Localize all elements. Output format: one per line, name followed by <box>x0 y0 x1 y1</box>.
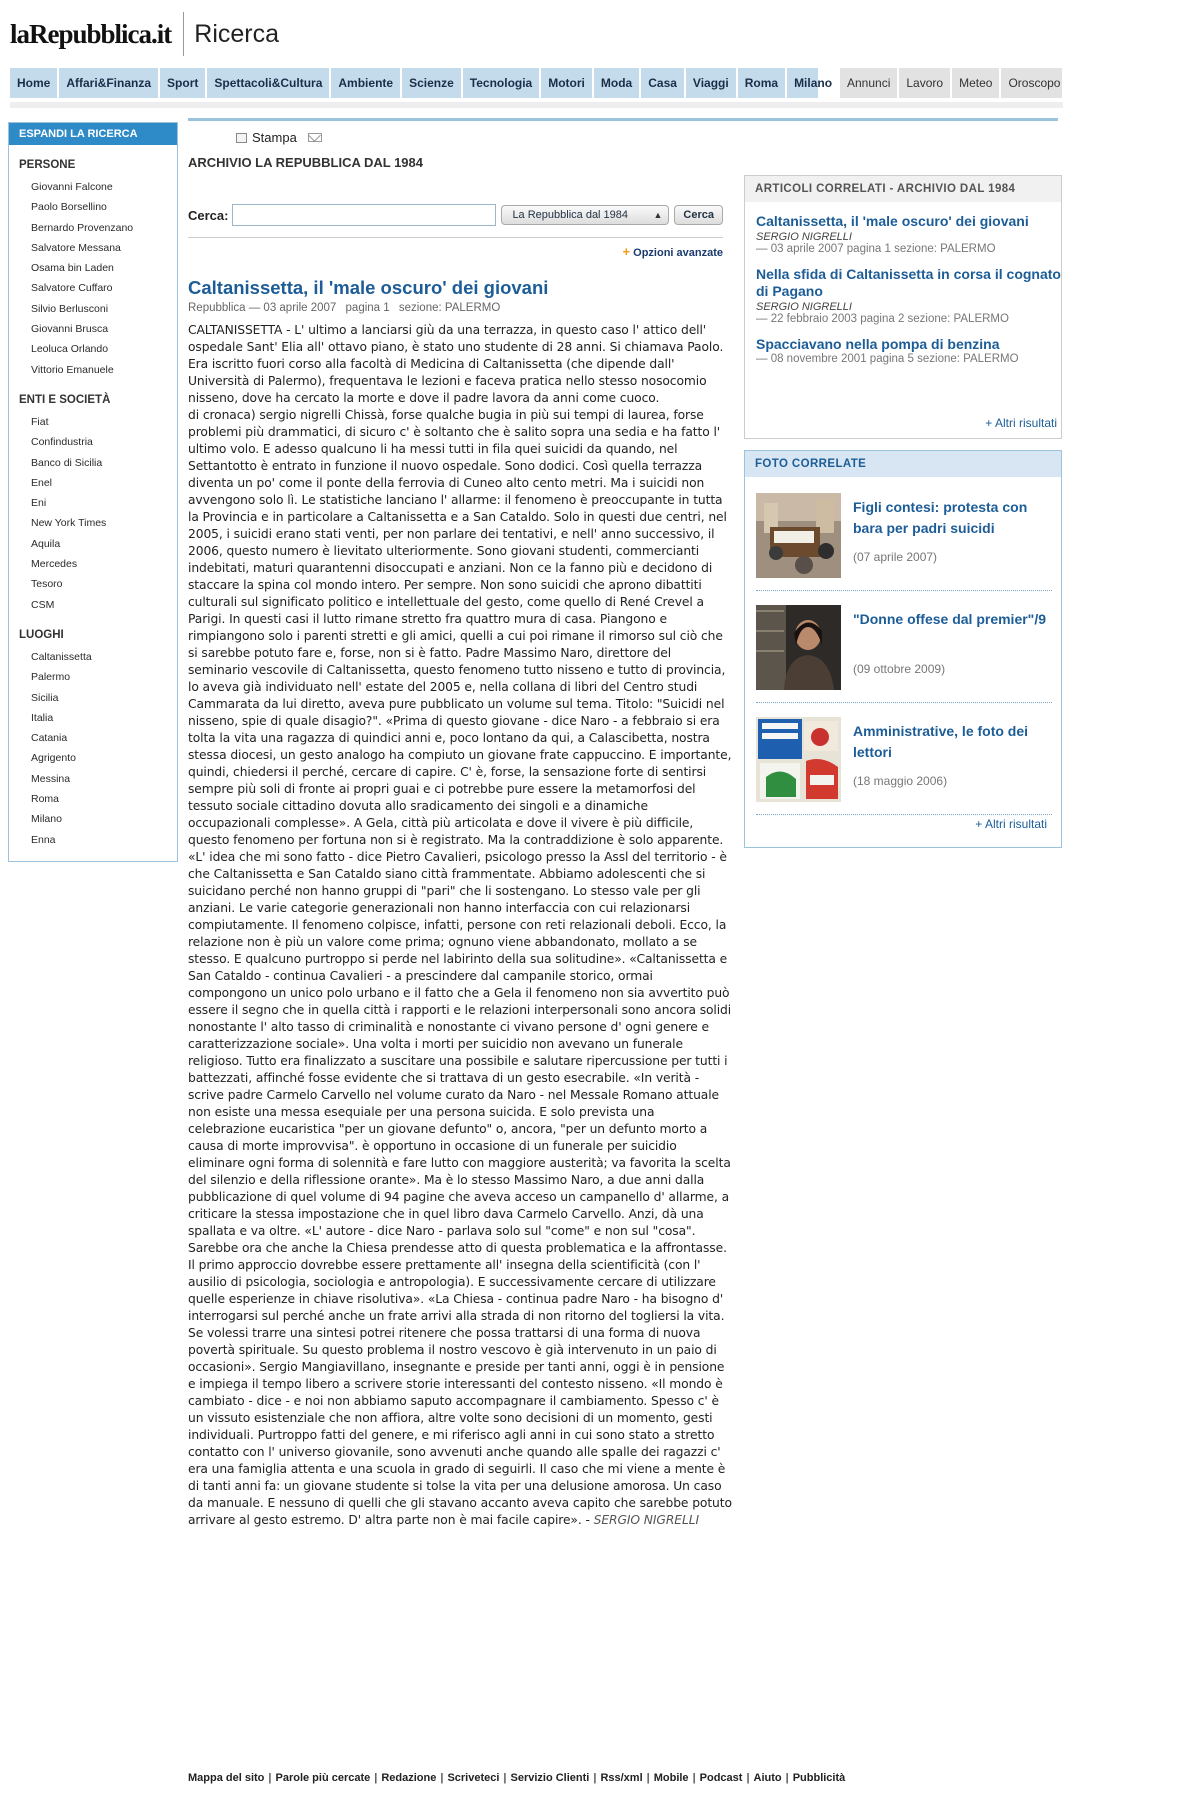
photo-item[interactable] <box>756 593 1052 703</box>
related-article <box>756 266 1061 325</box>
photo-title[interactable]: "Donne offese dal premier"/9 <box>853 611 1046 627</box>
sidebar-link[interactable]: Milano <box>31 813 62 826</box>
footer-link[interactable]: Podcast <box>699 1772 743 1784</box>
related-article-author: SERGIO NIGRELLI <box>756 231 852 243</box>
sidebar-link[interactable]: Aquila <box>31 537 61 550</box>
sidebar-link[interactable]: Sicilia <box>31 691 59 704</box>
sidebar-category: ENTI E SOCIETÀ <box>19 393 111 406</box>
article-source: Repubblica — 03 aprile 2007 <box>188 302 337 314</box>
sidebar-link[interactable]: Salvatore Messana <box>31 241 121 254</box>
related-article-meta: — 03 aprile 2007 pagina 1 sezione: PALERMO <box>756 243 996 255</box>
expand-search-sidebar <box>8 122 178 862</box>
print-label: Stampa <box>252 130 297 145</box>
sidebar-link[interactable]: Fiat <box>31 415 49 428</box>
footer-link[interactable]: Scriveteci <box>447 1772 500 1784</box>
footer-separator: | <box>440 1772 444 1784</box>
photo-thumbnail-posters[interactable] <box>756 717 841 802</box>
photo-title[interactable]: Figli contesi: protesta con bara per padri suicidi <box>853 499 1028 536</box>
nav-underline <box>10 102 1063 108</box>
nav-item-moda[interactable]: Moda <box>594 68 641 98</box>
sidebar-link[interactable]: Paolo Borsellino <box>31 201 107 214</box>
sidebar-link[interactable]: Giovanni Falcone <box>31 181 113 193</box>
article-text: CALTANISSETTA - L' ultimo a lanciarsi giù da una terrazza, in questo caso l' attico dell' ospedale Sant' Elia all' ottavo piano, è stato uno studente di 28 anni. Si chiamava Paolo. Era iscritto fuori corso alla facoltà di Medicina di Caltanissetta (che dipende dall' Università di Palermo), frequentava le lezioni e faceva pratica nello stesso nosocomio nisseno, dove ha cercato la morte e dove il padre lavora da anni come cuoco. di cronaca) sergio nigrelli Chissà, forse qualche bugia in più sui tempi di laurea, forse problemi più drammatici, di sicuro c' è soltanto che è salito sopra una sedia e ha fatto l' ultimo volo. E adesso qualcuno li ha messi tutti in fila quei suicidi da quando, nel Settantotto è entrato in funzione il nuovo ospedale. Sono dodici. Così quella terrazza diventa un po' come il ponte della ferrovia di Cuneo alto cento metri. Ma i suicidi non avvengono solo lì. Le statistiche lanciano l' allarme: il fenomeno è preoccupante in tutta la Provincia e in particolare a Caltanissetta e a San Cataldo. Solo in questi due centri, nel 2005, i suicidi erano stati venti, per non parlare dei tentativi, e nell' anno successivo, il 2006, questo numero è lievitato ulteriormente. Sono giovani studenti, commercianti indebitati, maturi quarantenni disoccupati e anziani. Non ce la fanno più e decidono di staccare la spina col mondo intero. Per sempre. Non sono suicidi che aprono dibattiti culturali sul significato politico e intellettuale del gesto, come quello di René Crevel a Parigi. In questi casi il lutto rimane stretto fra quattro mura di casa. Piangono e rimpiangono solo i parenti stretti e gli amici, quelli a cui poi rimane il rimorso sul ciò che si sarebbe potuto fare e, forse, non si è fatto. Padre Massimo Naro, direttore del seminario vescovile di Caltanissetta, questo fenomeno tutto nisseno e tutto di provincia, lo aveva già individuato nell' estate del 2005 e, nella collana di libri del Centro studi Cammarata da lui diretto, aveva pure pubblicato un volume sul tema. Titolo: "Suicidi nel nisseno, spie di quale disagio?". «Prima di questo giovane - dice Naro - a febbraio si era tolta la vita una ragazza di quindici anni e, poco lontano da qui, a Calascibetta, nostra stessa diocesi, un gesto analogo ha compiuto un giovane frate cappuccino. E importante, quindi, chiedersi il perché, cercare di capire. C' è, forse, la sensazione forte di sentirsi sempre più soli di fronte ai propri guai e ci potrebbe pure essere la metamorfosi del tessuto sociale cittadino dovuta allo sradicamento dei singoli e a dinamiche occupazionali complesse». A Gela, città più articolata e dove il vivere è più difficile, questo fenomeno per fortuna non si è registrato. Ma la contraddizione è solo apparente. «L' idea che mi sono fatto - dice Pietro Cavalieri, psicologo presso la Assl del territorio - è che Caltanissetta e San Cataldo siano città frammentate. Abbiamo adolescenti che si suicidano perché non hanno gruppi di "pari" che li sostengano. Lo stesso vale per gli anziani. Le varie categorie generazionali non hanno interfaccia con cui relazionarsi compiutamente. Il fenomeno colpisce, infatti, persone con reti relazionali deboli. Ecco, la relazione non è più un valore come prima; ognuno viene abbandonato, mollato a se stesso. E qualcuno purtroppo si perde nel labirinto della sua solitudine». «Caltanissetta e San Cataldo - continua Cavalieri - a prescindere dal campanile storico, ormai compongono un unico polo urbano e il fatto che a Gela il fenomeno non sia avvertito può essere il segno che in quella città i rapporti e le relazioni interpersonali sono ancora solidi nonostante l' alto tasso di criminalità e nonostante ci vivano persone d' ogni genere e caratterizzazione sociale». Una volta i morti per suicidio non avevano un funerale religioso. Tutto era finalizzato a suscitare una possibile e salutare ripercussione per tutti i battezzati, affinché fosse evidente che si trattava di un gesto esecrabile. «In verità - scrive padre Carmelo Carvello nel volume curato da Naro - nel Messale Romano attuale non esiste una messa esequiale per una persona suicida. E solo prevista una celebrazione eucaristica "per un giovane defunto" o, ancora, "per un defunto morto a causa di morte improvvisa". è opportuno in occasione di un funerale per suicidio eliminare ogni forma di solennità e fare lutto con maggiore austerità; va favorita la scelta del silenzio e della riflessione orante». Ma è lo stesso Massimo Naro, a due anni dalla pubblicazione di quel volume di 94 pagine che aveva acceso un campanello d' allarme, a criticare la stessa impostazione che in quel libro dava Carmelo Carvello. Anzi, dà una spallata e va oltre. «L' autore - dice Naro - parlava solo sul "come" e non sul "cosa". Sarebbe ora che anche la Chiesa prendesse atto di questa problematica e la affrontasse. Il primo approccio dovrebbe essere prettamente all' insegna della scientificità (con l' ausilio di psicologia, sociologia e antropologia). E successivamente cercare di utilizzare quelle esperienze in chiave risolutiva». «La Chiesa - continua padre Naro - ha bisogno d' interrogarsi sul perché anche un frate arrivi alla strada di non ritorno del togliersi la vita. Se volessi trarre una sintesi potrei ritenere che possa trattarsi di una forma di nuova povertà spirituale. Su questo problema il nostro vescovo è già intervenuto in un paio di occasioni». Sergio Mangiavillano, insegnante e preside per tanti anni, oggi è in pensione e impiega il tempo libero a scrivere storie interessanti del contesto nisseno. «Il mondo è cambiato - dice - e noi non abbiamo saputo accompagnare il cambiamento. Spesso c' è un vissuto esistenziale che non affiora, altre volte sono decisioni di un momento, gesti individuali. Purtroppo fatti del genere, e mi riferisco agli anni in cui sono stato a stretto contatto con l' universo giovanile, sono avvenuti anche quando alle spalle dei ragazzi c' era una famiglia attenta e una scuola in grado di seguirli. Il caso che mi viene a mente è di tanti anni fa: un giovane studente si tolse la vita per una delusione amorosa. Un caso da manuale. E nessuno di quelli che gli stavano accanto aveva capito che sarebbe potuto arrivare al gesto estremo. D' altra parte non è mai facile capire». - <box>188 323 732 1527</box>
archive-scope-select[interactable] <box>501 205 669 225</box>
sidebar-link[interactable]: Eni <box>31 497 47 510</box>
article-title[interactable]: Caltanissetta, il 'male oscuro' dei giovani <box>188 277 549 298</box>
archive-title: ARCHIVIO LA REPUBBLICA DAL 1984 <box>188 155 423 170</box>
sidebar-link[interactable]: Caltanissetta <box>31 650 92 663</box>
nav-item-milano[interactable]: Milano <box>787 68 841 98</box>
sidebar-link[interactable]: Mercedes <box>31 558 78 571</box>
search-button[interactable]: Cerca <box>674 205 723 225</box>
photo-date: (07 aprile 2007) <box>853 550 938 564</box>
sidebar-link[interactable]: Agrigento <box>31 752 76 765</box>
footer-separator: | <box>746 1772 750 1784</box>
photo-thumbnail-protest[interactable] <box>756 493 841 578</box>
sidebar-link[interactable]: Enel <box>31 476 53 489</box>
sidebar-link[interactable]: Italia <box>31 711 54 724</box>
print-button[interactable] <box>236 130 322 145</box>
nav-item-sport[interactable]: Sport <box>160 68 207 98</box>
footer-link[interactable]: Pubblicità <box>792 1772 846 1784</box>
sidebar-link[interactable]: Bernardo Provenzano <box>31 221 134 234</box>
email-icon[interactable] <box>308 133 322 142</box>
related-article <box>756 213 1061 255</box>
related-more-link[interactable]: + Altri risultati <box>985 416 1057 430</box>
search-input[interactable] <box>232 204 496 226</box>
footer-links <box>188 1772 845 1784</box>
sidebar-title: ESPANDI LA RICERCA <box>9 123 177 145</box>
sidebar-link[interactable]: Confindustria <box>31 436 93 449</box>
article-page: pagina 1 <box>345 302 390 314</box>
article-body <box>188 322 733 1529</box>
article-meta <box>188 302 733 314</box>
primary-nav <box>10 68 833 98</box>
sidebar-link[interactable]: Silvio Berlusconi <box>31 302 109 315</box>
nav-item-scienze[interactable]: Scienze <box>402 68 463 98</box>
plus-icon: + <box>622 244 631 259</box>
sidebar-category: LUOGHI <box>19 628 64 641</box>
nav-item-casa[interactable]: Casa <box>641 68 686 98</box>
photo-thumbnail-woman[interactable] <box>756 605 841 690</box>
search-label: Cerca: <box>188 207 229 223</box>
sidebar-link[interactable]: Vittorio Emanuele <box>31 363 114 376</box>
photo-date: (09 ottobre 2009) <box>853 662 946 676</box>
logo-divider <box>183 12 184 56</box>
photo-item[interactable] <box>756 705 1052 815</box>
nav-item-motori[interactable]: Motori <box>541 68 594 98</box>
related-article-author: SERGIO NIGRELLI <box>756 301 852 313</box>
footer-separator: | <box>646 1772 650 1784</box>
sidebar-link[interactable]: Osama bin Laden <box>31 262 114 275</box>
sidebar-link[interactable]: Messina <box>31 772 71 785</box>
related-articles-box <box>744 175 1062 439</box>
top-divider <box>188 118 1058 121</box>
secondary-nav <box>840 68 1062 98</box>
nav-item-ambiente[interactable]: Ambiente <box>331 68 402 98</box>
article-section: sezione: PALERMO <box>398 302 501 314</box>
photo-item[interactable] <box>756 481 1052 591</box>
archive-scope-value: La Repubblica dal 1984 <box>512 209 629 221</box>
related-article-title[interactable]: Caltanissetta, il 'male oscuro' dei giovani <box>756 213 1029 229</box>
nav-item-home[interactable]: Home <box>10 68 59 98</box>
related-photos-box <box>744 450 1062 848</box>
sidebar-link[interactable]: Salvatore Cuffaro <box>31 282 113 295</box>
footer-separator: | <box>692 1772 696 1784</box>
photo-date: (18 maggio 2006) <box>853 774 948 788</box>
main-navigation <box>10 68 1063 100</box>
footer-separator: | <box>593 1772 597 1784</box>
nav-item-viaggi[interactable]: Viaggi <box>686 68 738 98</box>
sidebar-groups <box>9 159 177 850</box>
nav-item-spettacoli-cultura[interactable]: Spettacoli&Cultura <box>207 68 331 98</box>
related-articles-title: ARTICOLI CORRELATI - ARCHIVIO DAL 1984 <box>745 176 1061 202</box>
sidebar-link[interactable]: Catania <box>31 732 68 745</box>
print-icon <box>236 133 247 143</box>
footer-link[interactable]: Aiuto <box>753 1772 782 1784</box>
sidebar-link[interactable]: Banco di Sicilia <box>31 456 103 469</box>
related-article <box>756 336 1061 365</box>
nav-item-annunci[interactable]: Annunci <box>840 68 899 98</box>
related-article-meta: — 08 novembre 2001 pagina 5 sezione: PALERMO <box>756 353 1019 365</box>
sidebar-link[interactable]: CSM <box>31 598 55 611</box>
related-photos-title: FOTO CORRELATE <box>745 451 1061 477</box>
related-articles-list <box>745 213 1061 365</box>
search-bar <box>188 202 723 228</box>
sidebar-link[interactable]: Enna <box>31 833 56 846</box>
footer-link[interactable]: Mappa del sito <box>188 1772 265 1784</box>
footer-separator: | <box>785 1772 789 1784</box>
photos-more-link[interactable]: + Altri risultati <box>975 817 1047 831</box>
nav-item-affari-finanza[interactable]: Affari&Finanza <box>59 68 160 98</box>
nav-item-roma[interactable]: Roma <box>738 68 787 98</box>
photo-title[interactable]: Amministrative, le foto dei lettori <box>853 723 1029 760</box>
nav-item-oroscopo[interactable]: Oroscopo <box>1001 68 1069 98</box>
related-article-meta: — 22 febbraio 2003 pagina 2 sezione: PALERMO <box>756 313 1009 325</box>
footer-separator: | <box>268 1772 272 1784</box>
nav-item-tecnologia[interactable]: Tecnologia <box>463 68 541 98</box>
search-divider <box>188 237 723 238</box>
footer-link[interactable]: Redazione <box>381 1772 437 1784</box>
footer-separator: | <box>374 1772 378 1784</box>
related-article-title[interactable]: Nella sfida di Caltanissetta in corsa il cognato di Pagano <box>756 266 1061 299</box>
article-author: SERGIO NIGRELLI <box>593 1513 699 1527</box>
sidebar-link[interactable]: Tesoro <box>31 578 63 591</box>
chevron-updown-icon: ▲ <box>653 210 663 220</box>
sidebar-link[interactable]: Leoluca Orlando <box>31 343 109 356</box>
sidebar-link[interactable]: Giovanni Brusca <box>31 323 109 336</box>
advanced-options-label: Opzioni avanzate <box>633 247 723 259</box>
nav-item-lavoro[interactable]: Lavoro <box>899 68 952 98</box>
article <box>188 276 733 1529</box>
footer-separator: | <box>503 1772 507 1784</box>
sidebar-category: PERSONE <box>19 159 76 171</box>
brand-name: laRepubblica.it <box>10 18 172 49</box>
sidebar-link[interactable]: Roma <box>31 793 60 806</box>
related-article-title[interactable]: Spacciavano nella pompa di benzina <box>756 336 1000 352</box>
sidebar-link[interactable]: Palermo <box>31 671 71 684</box>
footer-link[interactable]: Servizio Clienti <box>510 1772 590 1784</box>
section-title: Ricerca <box>194 19 280 48</box>
footer-link[interactable]: Parole più cercate <box>275 1772 371 1784</box>
nav-item-meteo[interactable]: Meteo <box>952 68 1001 98</box>
footer-link[interactable]: Mobile <box>653 1772 689 1784</box>
advanced-options-link[interactable] <box>623 244 723 259</box>
site-logo[interactable] <box>10 14 279 54</box>
sidebar-link[interactable]: New York Times <box>31 517 107 530</box>
footer-link[interactable]: Rss/xml <box>600 1772 643 1784</box>
